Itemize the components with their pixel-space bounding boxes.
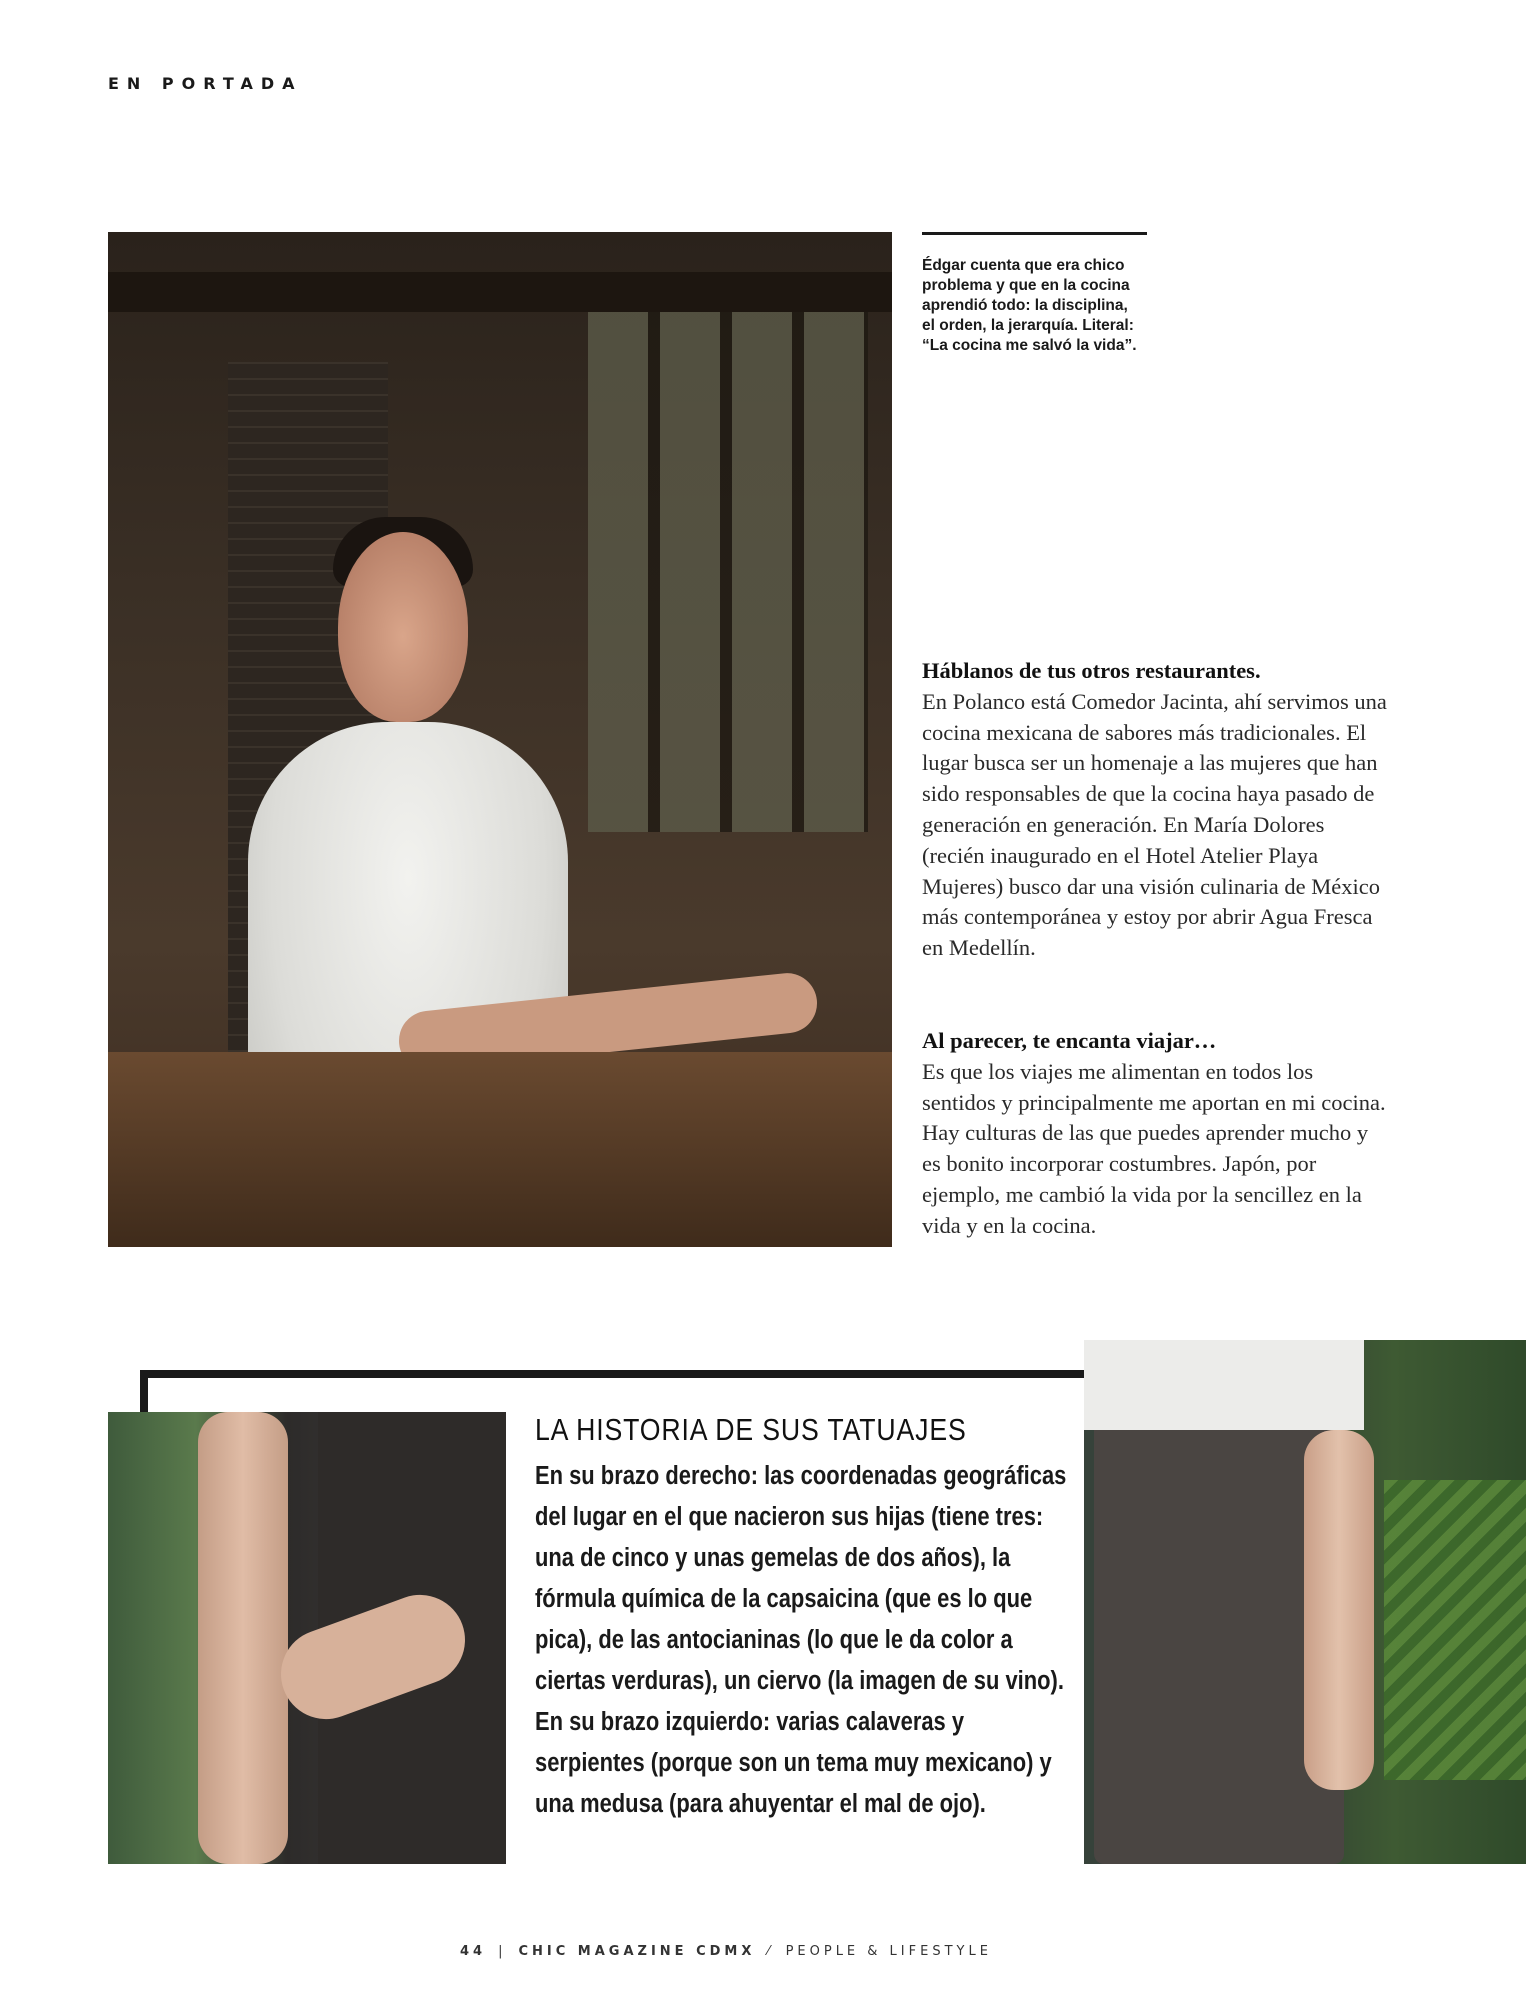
magazine-name: CHIC MAGAZINE CDMX bbox=[518, 1944, 756, 1959]
footer-divider: | bbox=[498, 1944, 507, 1959]
footer-section: PEOPLE & LIFESTYLE bbox=[785, 1944, 992, 1959]
photo-window bbox=[588, 312, 868, 832]
photo-arm bbox=[1304, 1430, 1374, 1790]
footer-slash: ⁄ bbox=[767, 1944, 774, 1959]
interview-answer: En Polanco está Comedor Jacinta, ahí servimos una cocina mexicana de sabores más tradicionales. El lugar busca ser un homenaje a las mujeres que han sido responsables de que la cocina haya pasado de generación en generación. En María Dolores (recién inaugurado en el Hotel Atelier Playa Mujeres) busco dar una visión culinaria de México más contemporánea y estoy por abrir Agua Fresca en Medellín. bbox=[922, 688, 1387, 961]
section-label: EN PORTADA bbox=[108, 74, 303, 93]
photo-ceiling-beam bbox=[108, 272, 892, 312]
photo-table bbox=[108, 1052, 892, 1247]
tattoo-section-text: En su brazo derecho: las coordenadas geográficas del lugar en el que nacieron sus hijas (tiene tres: una de cinco y unas gemelas de dos años), la fórmula química de la capsaicina (que es lo que pica), de las antocianinas (lo que le da color a ciertas verduras), un ciervo (la imagen de su vino). En su brazo izquierdo: varias calaveras y serpientes (porque son un tema muy mexicano) y una medusa (para ahuyentar el mal de ojo). bbox=[535, 1462, 1067, 1818]
tattoo-section-title: LA HISTORIA DE SUS TATUAJES bbox=[535, 1412, 967, 1447]
interview-block-1 bbox=[922, 656, 1392, 964]
interview-block-2 bbox=[922, 1026, 1392, 1242]
photo-forearm bbox=[198, 1412, 288, 1864]
photo-shirt bbox=[1084, 1340, 1364, 1430]
page-number: 44 bbox=[460, 1944, 487, 1959]
interview-question: Háblanos de tus otros restaurantes. bbox=[922, 658, 1261, 683]
caption-rule bbox=[922, 232, 1147, 235]
main-portrait-photo bbox=[108, 232, 892, 1247]
photo-fern bbox=[1384, 1480, 1526, 1780]
left-arm-tattoo-photo bbox=[1084, 1340, 1526, 1864]
photo-chef-head bbox=[338, 532, 468, 722]
page-footer bbox=[460, 1944, 1160, 1959]
photo-caption: Édgar cuenta que era chico problema y que en la cocina aprendió todo: la disciplina, el orden, la jerarquía. Literal: “La cocina me salvó la vida”. bbox=[922, 257, 1137, 354]
interview-answer: Es que los viajes me alimentan en todos los sentidos y principalmente me aportan en mi cocina. Hay culturas de las que puedes aprender mucho y es bonito incorporar costumbres. Japón, por ejemplo, me cambió la vida por la sencillez en la vida y en la cocina. bbox=[922, 1058, 1386, 1238]
right-arm-tattoo-photo bbox=[108, 1412, 506, 1864]
interview-question: Al parecer, te encanta viajar… bbox=[922, 1028, 1217, 1053]
